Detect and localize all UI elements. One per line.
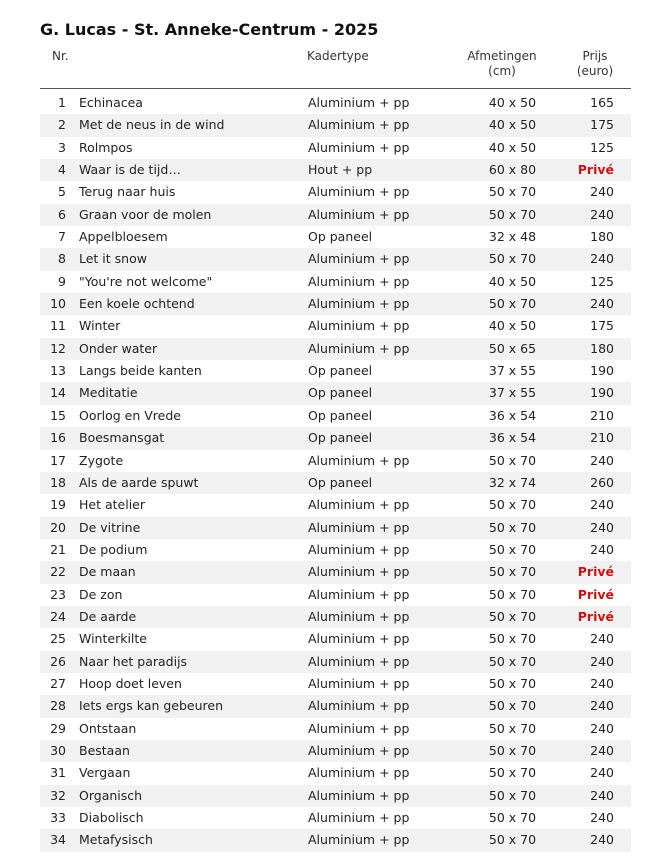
cell-kadertype: Aluminium + pp (308, 608, 410, 624)
cell-prijs: 240 (590, 787, 614, 803)
cell-nr: 17 (50, 452, 66, 468)
table-row (40, 517, 631, 539)
cell-nr: 26 (50, 653, 66, 669)
table-row (40, 695, 631, 717)
cell-title: De maan (79, 564, 136, 580)
cell-kadertype: Op paneel (308, 407, 373, 423)
cell-title: Waar is de tijd… (79, 162, 181, 178)
cell-kadertype: Aluminium + pp (308, 340, 410, 356)
cell-prijs: 125 (590, 273, 614, 289)
cell-title: Onder water (79, 340, 158, 356)
cell-nr: 20 (50, 519, 66, 535)
cell-kadertype: Aluminium + pp (308, 117, 410, 133)
cell-afmetingen: 50 x 70 (488, 832, 537, 848)
column-header-prijs-label: Prijs (582, 49, 608, 63)
column-header-prijs-unit: (euro) (576, 64, 614, 78)
cell-afmetingen: 50 x 70 (488, 608, 537, 624)
table-row (40, 584, 631, 606)
cell-title: Meditatie (79, 385, 138, 401)
cell-title: De vitrine (79, 519, 141, 535)
cell-nr: 4 (58, 162, 66, 178)
cell-nr: 29 (50, 720, 66, 736)
cell-afmetingen: 40 x 50 (488, 95, 537, 110)
column-header-afmetingen-label: Afmetingen (467, 49, 537, 63)
cell-kadertype: Aluminium + pp (308, 95, 410, 110)
cell-prijs: Privé (577, 608, 614, 624)
cell-prijs: 240 (590, 675, 614, 691)
cell-title: Hoop doet leven (79, 675, 182, 691)
cell-prijs: Privé (577, 162, 614, 178)
cell-nr: 10 (50, 296, 66, 312)
cell-prijs: 240 (590, 251, 614, 267)
cell-afmetingen: 50 x 70 (488, 184, 537, 200)
cell-kadertype: Aluminium + pp (308, 251, 410, 267)
cell-nr: 30 (50, 742, 66, 758)
column-header-afmetingen (454, 49, 550, 79)
cell-kadertype: Aluminium + pp (308, 720, 410, 736)
cell-kadertype: Op paneel (308, 363, 373, 379)
table-row (40, 785, 631, 807)
cell-kadertype: Aluminium + pp (308, 742, 410, 758)
cell-title: De aarde (79, 608, 137, 624)
cell-title: "You're not welcome" (79, 273, 213, 289)
table-row (40, 740, 631, 762)
column-header-kadertype: Kadertype (307, 49, 369, 63)
cell-title: Metafysisch (79, 832, 153, 848)
cell-afmetingen: 40 x 50 (488, 139, 537, 155)
cell-prijs: Privé (577, 586, 614, 602)
table-row (40, 92, 631, 114)
cell-nr: 6 (58, 206, 66, 222)
cell-afmetingen: 50 x 70 (488, 742, 537, 758)
cell-afmetingen: 40 x 50 (488, 273, 537, 289)
cell-nr: 28 (50, 698, 66, 714)
cell-title: Oorlog en Vrede (79, 407, 181, 423)
cell-prijs: 240 (590, 742, 614, 758)
table-row (40, 159, 631, 181)
cell-prijs: 240 (590, 698, 614, 714)
table-row (40, 539, 631, 561)
cell-afmetingen: 32 x 48 (488, 229, 537, 245)
cell-nr: 34 (50, 832, 66, 848)
cell-title: Langs beide kanten (79, 363, 202, 379)
cell-prijs: 240 (590, 519, 614, 535)
cell-prijs: 125 (590, 139, 614, 155)
cell-title: Met de neus in de wind (79, 117, 225, 133)
cell-title: Vergaan (79, 765, 131, 781)
cell-prijs: 165 (590, 95, 614, 110)
cell-kadertype: Aluminium + pp (308, 564, 410, 580)
cell-afmetingen: 37 x 55 (488, 385, 537, 401)
cell-afmetingen: 50 x 70 (488, 675, 537, 691)
cell-afmetingen: 50 x 70 (488, 765, 537, 781)
cell-nr: 3 (58, 139, 66, 155)
cell-nr: 22 (50, 564, 66, 580)
cell-afmetingen: 50 x 70 (488, 586, 537, 602)
cell-title: Zygote (79, 452, 124, 468)
table-row (40, 673, 631, 695)
cell-kadertype: Aluminium + pp (308, 318, 410, 334)
cell-prijs: 190 (590, 363, 614, 379)
cell-kadertype: Op paneel (308, 385, 373, 401)
cell-nr: 8 (58, 251, 66, 267)
cell-nr: 27 (50, 675, 66, 691)
cell-prijs: 240 (590, 497, 614, 513)
cell-nr: 15 (50, 407, 66, 423)
cell-title: Ontstaan (79, 720, 137, 736)
cell-title: Als de aarde spuwt (79, 474, 199, 490)
cell-afmetingen: 40 x 50 (488, 318, 537, 334)
cell-prijs: 190 (590, 385, 614, 401)
cell-prijs: 240 (590, 206, 614, 222)
cell-afmetingen: 50 x 70 (488, 206, 537, 222)
cell-prijs: 240 (590, 541, 614, 557)
cell-kadertype: Aluminium + pp (308, 631, 410, 647)
cell-nr: 18 (50, 474, 66, 490)
cell-title: Terug naar huis (79, 184, 176, 200)
table-row (40, 382, 631, 404)
table-row (40, 114, 631, 136)
cell-prijs: 240 (590, 452, 614, 468)
cell-kadertype: Aluminium + pp (308, 139, 410, 155)
cell-kadertype: Aluminium + pp (308, 206, 410, 222)
table-row (40, 561, 631, 583)
cell-nr: 23 (50, 586, 66, 602)
column-header-prijs (566, 49, 624, 79)
cell-title: De zon (79, 586, 123, 602)
cell-kadertype: Aluminium + pp (308, 586, 410, 602)
table-row (40, 472, 631, 494)
cell-afmetingen: 50 x 70 (488, 296, 537, 312)
cell-kadertype: Aluminium + pp (308, 810, 410, 825)
cell-title: Naar het paradijs (79, 653, 188, 669)
cell-afmetingen: 40 x 50 (488, 117, 537, 133)
cell-prijs: 240 (590, 296, 614, 312)
cell-nr: 16 (50, 430, 66, 446)
cell-nr: 7 (58, 229, 66, 245)
cell-afmetingen: 60 x 80 (488, 162, 537, 178)
cell-afmetingen: 32 x 74 (488, 474, 537, 490)
cell-prijs: 175 (590, 318, 614, 334)
cell-title: Graan voor de molen (79, 206, 212, 222)
cell-prijs: 240 (590, 653, 614, 669)
table-row (40, 271, 631, 293)
cell-kadertype: Aluminium + pp (308, 765, 410, 781)
cell-afmetingen: 50 x 70 (488, 452, 537, 468)
cell-title: Boesmansgat (79, 430, 165, 446)
cell-kadertype: Op paneel (308, 430, 373, 446)
cell-kadertype: Aluminium + pp (308, 541, 410, 557)
table-row (40, 338, 631, 360)
cell-kadertype: Aluminium + pp (308, 452, 410, 468)
cell-title: Appelbloesem (79, 229, 168, 245)
cell-title: Bestaan (79, 742, 130, 758)
table-row (40, 718, 631, 740)
table-row (40, 762, 631, 784)
cell-title: Diabolisch (79, 810, 144, 825)
cell-nr: 2 (58, 117, 66, 133)
cell-kadertype: Aluminium + pp (308, 273, 410, 289)
cell-afmetingen: 36 x 54 (488, 430, 537, 446)
cell-afmetingen: 50 x 70 (488, 653, 537, 669)
document-title: G. Lucas - St. Anneke-Centrum - 2025 (40, 20, 379, 39)
cell-title: Echinacea (79, 95, 143, 110)
cell-title: Een koele ochtend (79, 296, 195, 312)
table-row (40, 293, 631, 315)
cell-nr: 13 (50, 363, 66, 379)
cell-prijs: 175 (590, 117, 614, 133)
cell-kadertype: Aluminium + pp (308, 698, 410, 714)
table-row (40, 651, 631, 673)
cell-title: Winterkilte (79, 631, 147, 647)
cell-prijs: 240 (590, 810, 614, 825)
table-row (40, 360, 631, 382)
cell-nr: 12 (50, 340, 66, 356)
column-header-afmetingen-unit: (cm) (488, 64, 516, 78)
cell-kadertype: Aluminium + pp (308, 653, 410, 669)
table-row (40, 226, 631, 248)
table-row (40, 829, 631, 851)
cell-nr: 19 (50, 497, 66, 513)
cell-afmetingen: 50 x 70 (488, 698, 537, 714)
table-row (40, 807, 631, 829)
table-row (40, 606, 631, 628)
cell-afmetingen: 36 x 54 (488, 407, 537, 423)
table-row (40, 628, 631, 650)
cell-title: Het atelier (79, 497, 145, 513)
cell-afmetingen: 50 x 70 (488, 564, 537, 580)
table-row (40, 137, 631, 159)
cell-title: Organisch (79, 787, 143, 803)
table-row (40, 315, 631, 337)
cell-prijs: 240 (590, 720, 614, 736)
cell-prijs: 210 (590, 430, 614, 446)
cell-nr: 24 (50, 608, 66, 624)
cell-afmetingen: 50 x 70 (488, 720, 537, 736)
cell-nr: 5 (58, 184, 66, 200)
cell-title: Winter (79, 318, 121, 334)
cell-kadertype: Op paneel (308, 229, 373, 245)
cell-afmetingen: 37 x 55 (488, 363, 537, 379)
cell-nr: 25 (50, 631, 66, 647)
cell-kadertype: Hout + pp (308, 162, 373, 178)
cell-prijs: Privé (577, 564, 614, 580)
cell-prijs: 180 (590, 340, 614, 356)
cell-afmetingen: 50 x 70 (488, 810, 537, 825)
cell-kadertype: Aluminium + pp (308, 497, 410, 513)
cell-prijs: 240 (590, 184, 614, 200)
cell-kadertype: Aluminium + pp (308, 787, 410, 803)
cell-prijs: 260 (590, 474, 614, 490)
table-row (40, 450, 631, 472)
cell-title: Rolmpos (79, 139, 133, 155)
cell-nr: 21 (50, 541, 66, 557)
cell-prijs: 240 (590, 631, 614, 647)
cell-afmetingen: 50 x 65 (488, 340, 537, 356)
cell-nr: 1 (58, 95, 66, 110)
cell-prijs: 240 (590, 765, 614, 781)
cell-prijs: 240 (590, 832, 614, 848)
artwork-table-body (40, 92, 631, 852)
cell-kadertype: Aluminium + pp (308, 296, 410, 312)
cell-afmetingen: 50 x 70 (488, 541, 537, 557)
cell-kadertype: Aluminium + pp (308, 184, 410, 200)
cell-kadertype: Aluminium + pp (308, 832, 410, 848)
cell-nr: 33 (50, 810, 66, 825)
cell-nr: 11 (50, 318, 66, 334)
cell-afmetingen: 50 x 70 (488, 631, 537, 647)
table-row (40, 248, 631, 270)
table-header (40, 47, 631, 89)
table-row (40, 181, 631, 203)
cell-afmetingen: 50 x 70 (488, 519, 537, 535)
column-header-nr: Nr. (52, 49, 69, 63)
cell-nr: 31 (50, 765, 66, 781)
table-row (40, 405, 631, 427)
cell-nr: 14 (50, 385, 66, 401)
table-row (40, 494, 631, 516)
cell-prijs: 210 (590, 407, 614, 423)
cell-kadertype: Aluminium + pp (308, 519, 410, 535)
cell-afmetingen: 50 x 70 (488, 497, 537, 513)
cell-nr: 32 (50, 787, 66, 803)
cell-nr: 9 (58, 273, 66, 289)
cell-kadertype: Op paneel (308, 474, 373, 490)
cell-afmetingen: 50 x 70 (488, 787, 537, 803)
cell-afmetingen: 50 x 70 (488, 251, 537, 267)
cell-prijs: 180 (590, 229, 614, 245)
cell-kadertype: Aluminium + pp (308, 675, 410, 691)
cell-title: De podium (79, 541, 148, 557)
cell-title: Let it snow (79, 251, 147, 267)
table-row (40, 204, 631, 226)
cell-title: Iets ergs kan gebeuren (79, 698, 224, 714)
table-row (40, 427, 631, 449)
